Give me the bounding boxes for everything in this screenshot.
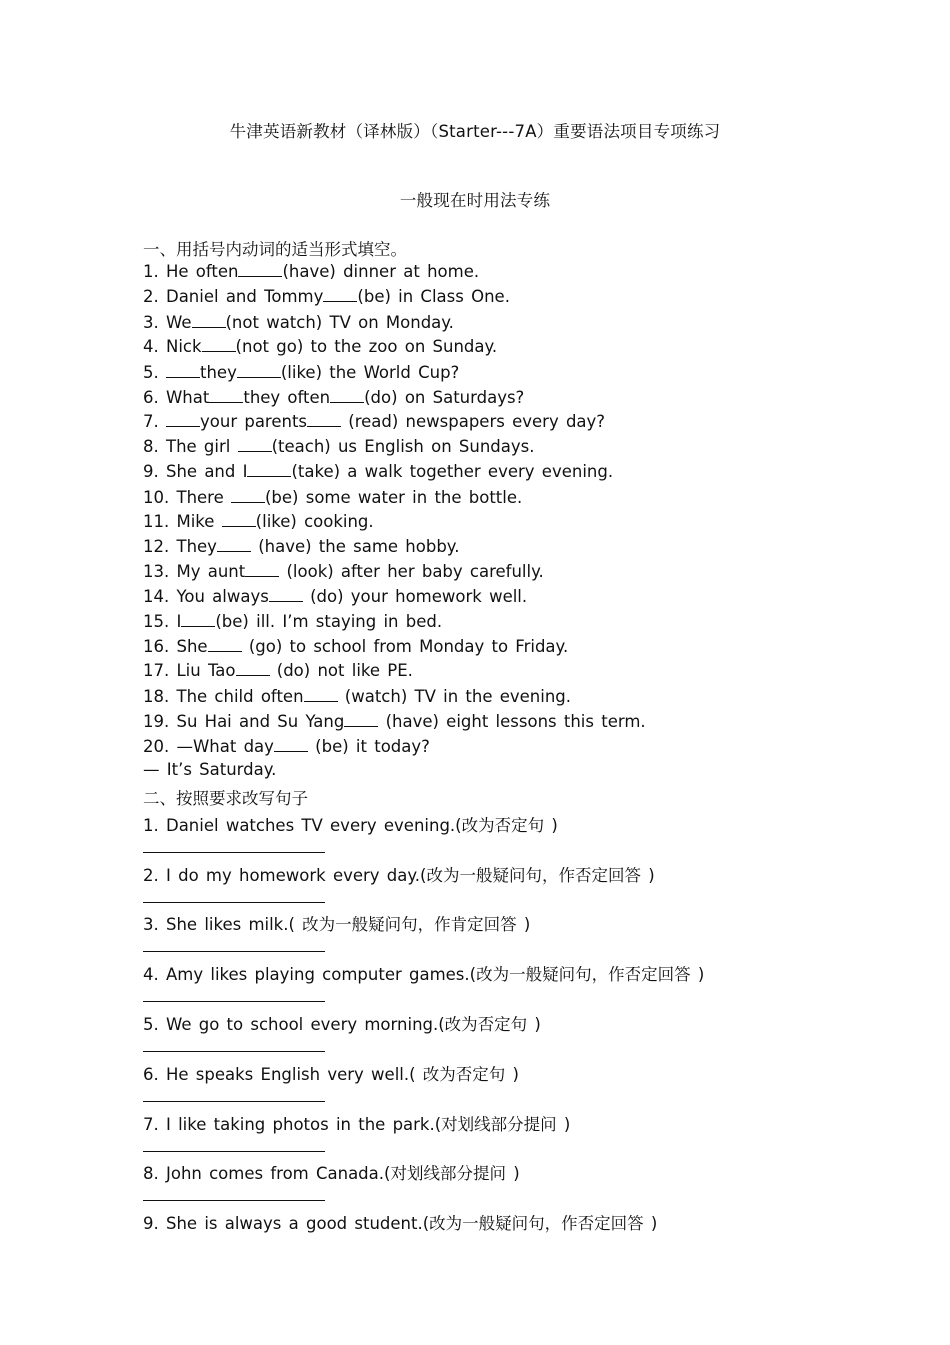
item-text: (watch) TV in the evening. [337, 687, 572, 706]
answer-line[interactable] [143, 951, 325, 952]
answer-blank[interactable] [238, 275, 282, 277]
item-text: 3. We [143, 313, 192, 332]
rewrite-item: 4. Amy likes playing computer games.(改为一般疑问句，作否定回答 ) [143, 965, 705, 984]
answer-blank[interactable] [274, 750, 308, 752]
item-text: (do) your homework well. [302, 587, 528, 606]
item-text: 11. Mike [143, 512, 222, 531]
item-text: (not go) to the zoo on Sunday. [235, 337, 498, 356]
item-text: (be) some water in the bottle. [265, 488, 523, 507]
answer-blank[interactable] [269, 600, 303, 602]
page-title: 牛津英语新教材（译林版）（Starter---7A）重要语法项目专项练习 [229, 122, 721, 141]
item-text: 2. Daniel and Tommy [143, 287, 324, 306]
answer-blank[interactable] [236, 674, 270, 676]
answer-line[interactable] [143, 1051, 325, 1052]
exercise-item [143, 612, 903, 631]
exercise-item [143, 687, 903, 706]
exercise-item [143, 488, 903, 507]
item-text: 4. Nick [143, 337, 202, 356]
exercise-item [143, 437, 903, 456]
item-text: 10. There [143, 488, 231, 507]
answer-line[interactable] [143, 1101, 325, 1102]
answer-blank[interactable] [247, 475, 291, 477]
rewrite-item: 9. She is always a good student.(改为一般疑问句，作否定回答 ) [143, 1214, 658, 1233]
item-text: (take) a walk together every evening. [291, 462, 614, 481]
answer-blank[interactable] [217, 550, 251, 552]
item-text: (be) in Class One. [357, 287, 510, 306]
answer-blank[interactable] [307, 425, 341, 427]
item-text: 19. Su Hai and Su Yang [143, 712, 345, 731]
answer-blank[interactable] [231, 501, 265, 503]
section-heading-fill-blanks: 一、用括号内动词的适当形式填空。 [143, 240, 407, 259]
answer-blank[interactable] [208, 650, 242, 652]
exercise-item [143, 462, 903, 481]
item-text: (have) the same hobby. [250, 537, 460, 556]
item-text: 18. The child often [143, 687, 304, 706]
rewrite-item: 1. Daniel watches TV every evening.(改为否定句 ) [143, 816, 558, 835]
item-text: 14. You always [143, 587, 269, 606]
rewrite-item: 2. I do my homework every day.(改为一般疑问句，作否定回答 ) [143, 866, 655, 885]
answer-blank[interactable] [192, 326, 226, 328]
answer-blank[interactable] [323, 300, 357, 302]
item-text: (have) eight lessons this term. [378, 712, 646, 731]
answer-blank[interactable] [245, 575, 279, 577]
item-text: your parents [200, 412, 308, 431]
answer-blank[interactable] [330, 401, 364, 403]
answer-blank[interactable] [304, 700, 338, 702]
answer-blank[interactable] [238, 450, 272, 452]
item-text: 8. The girl [143, 437, 238, 456]
item-text: (have) dinner at home. [282, 262, 480, 281]
item-text: (do) not like PE. [269, 661, 413, 680]
rewrite-item: 7. I like taking photos in the park.(对划线部分提问 ) [143, 1115, 571, 1134]
exercise-item [143, 712, 903, 731]
item-text: (teach) us English on Sundays. [271, 437, 535, 456]
item-text: (do) on Saturdays? [364, 388, 525, 407]
item-text: (be) ill. I’m staying in bed. [215, 612, 443, 631]
exercise-item [143, 337, 903, 356]
item-text: (go) to school from Monday to Friday. [241, 637, 569, 656]
exercise-item [143, 537, 903, 556]
answer-blank[interactable] [237, 376, 281, 378]
rewrite-item: 5. We go to school every morning.(改为否定句 ) [143, 1015, 541, 1034]
exercise-item [143, 587, 903, 606]
answer-line[interactable] [143, 1151, 325, 1152]
answer-blank[interactable] [344, 725, 378, 727]
exercise-item [143, 637, 903, 656]
answer-blank[interactable] [202, 350, 236, 352]
answer-blank[interactable] [209, 401, 243, 403]
exercise-item [143, 562, 903, 581]
item-text: (like) the World Cup? [280, 363, 460, 382]
exercise-item [143, 363, 903, 382]
item-text: 1. He often [143, 262, 239, 281]
answer-blank[interactable] [181, 625, 215, 627]
exercise-item [143, 388, 903, 407]
item-text: 16. She [143, 637, 208, 656]
item-text: they [200, 363, 237, 382]
exercise-item [143, 512, 903, 531]
answer-line[interactable] [143, 1001, 325, 1002]
exercise-item [143, 313, 903, 332]
item-text: 5. [143, 363, 166, 382]
answer-blank[interactable] [166, 376, 200, 378]
exercise-item [143, 262, 903, 281]
rewrite-item: 6. He speaks English very well.( 改为否定句 ) [143, 1065, 519, 1084]
answer-blank[interactable] [222, 525, 256, 527]
item-text: 6. What [143, 388, 210, 407]
section-heading-rewrite: 二、按照要求改写句子 [143, 789, 308, 808]
exercise-item [143, 412, 903, 431]
item-text: (be) it today? [307, 737, 430, 756]
answer-blank[interactable] [166, 425, 200, 427]
answer-line[interactable] [143, 1200, 325, 1201]
item-text: 7. [143, 412, 166, 431]
item-text: (read) newspapers every day? [341, 412, 606, 431]
rewrite-item: 8. John comes from Canada.(对划线部分提问 ) [143, 1164, 520, 1183]
item-text: 20. —What day [143, 737, 274, 756]
exercise-item [143, 737, 903, 756]
item-text: they often [243, 388, 331, 407]
answer-line[interactable] [143, 852, 325, 853]
item-text: 12. They [143, 537, 217, 556]
item-text: 15. I [143, 612, 182, 631]
item-text: 17. Liu Tao [143, 661, 236, 680]
answer-line[interactable] [143, 902, 325, 903]
exercise-item [143, 287, 903, 306]
item-text: 9. She and I [143, 462, 248, 481]
exercise-item [143, 661, 903, 680]
item-text: 13. My aunt [143, 562, 246, 581]
rewrite-item: 3. She likes milk.( 改为一般疑问句，作肯定回答 ) [143, 915, 531, 934]
item-text: (like) cooking. [255, 512, 374, 531]
dialogue-reply: — It’s Saturday. [143, 760, 277, 779]
item-text: (look) after her baby carefully. [279, 562, 544, 581]
item-text: (not watch) TV on Monday. [225, 313, 454, 332]
page-subtitle: 一般现在时用法专练 [399, 191, 551, 210]
